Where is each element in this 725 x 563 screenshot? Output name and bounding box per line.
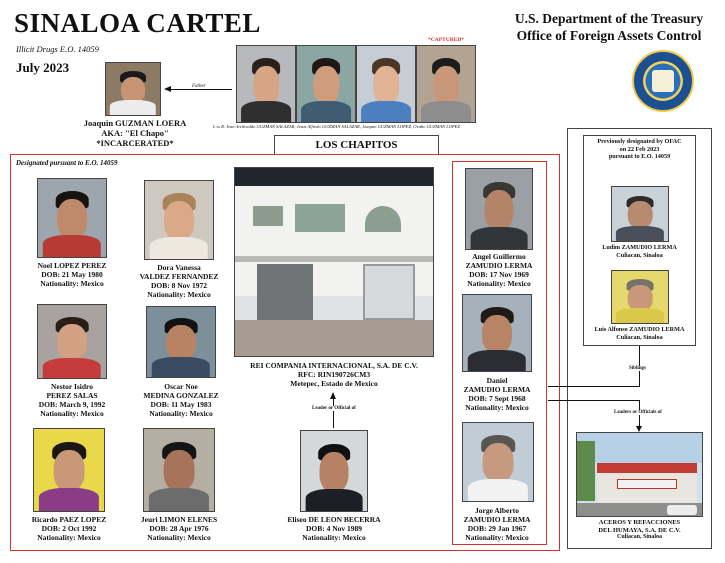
chapitos-photo-1 [236, 45, 296, 123]
father-label: Father [192, 84, 206, 89]
person-photo-angel-zamudio [465, 168, 533, 250]
guzman-name: Joaquin GUZMAN LOERA [83, 118, 187, 128]
siblings-label: Siblings [629, 366, 646, 371]
person-caption-daniel-zamudio: Daniel ZAMUDIO LERMA DOB: 7 Sept 1968 Nationality: Mexico [463, 376, 531, 412]
person-photo-nestor-perez [37, 304, 107, 379]
aceros-company-caption [574, 519, 705, 542]
page-subtitle: Illicit Drugs E.O. 14059 [16, 44, 99, 54]
rei-company-location: Metepec, Estado de Mexico [290, 379, 378, 388]
person-photo-noel-lopez [37, 178, 107, 258]
chapitos-footer: L to R: Ivan Archivaldo GUZMAN SALAZAR, Jesus Alfredo GUZMAN SALAZAR, Joaquin GUZMAN LOPEZ, Ovidio GUZMAN LOPEZ [213, 124, 461, 129]
page-date: July 2023 [16, 60, 70, 75]
person-photo-jorge-zamudio [462, 422, 534, 502]
leaders-label: Leaders or Officials of [614, 410, 662, 415]
aceros-name-line-2: DEL HUMAYA, S.A. DE C.V. [598, 526, 681, 534]
guzman-photo [105, 62, 161, 116]
siblings-connector-horizontal [548, 386, 640, 387]
aceros-building-photo [576, 432, 703, 517]
treasury-seal-icon [632, 50, 694, 112]
chapitos-photo-4 [416, 45, 476, 123]
agency-line-1: U.S. Department of the Treasury [514, 11, 704, 26]
person-caption-ludim-zamudio: Ludim ZAMUDIO LERMA Culiacan, Sinaloa [602, 244, 677, 259]
guzman-status: *INCARCERATED* [96, 138, 174, 148]
aceros-location: Culiacan, Sinaloa [616, 534, 662, 540]
leader-arrowhead [330, 392, 336, 399]
person-photo-dora-valdez [144, 180, 214, 260]
person-photo-ricardo-paez [33, 428, 105, 512]
ofac-previous-note: Previously designated by OFAC on 22 Feb 2023 pursuant to E.O. 14059 [597, 138, 682, 160]
leaders-connector-horizontal [548, 400, 640, 401]
rei-company-name: REI COMPANIA INTERNACIONAL, S.A. DE C.V. [250, 361, 418, 370]
los-chapitos-label: LOS CHAPITOS [274, 135, 439, 155]
page-title: SINALOA CARTEL [14, 8, 261, 38]
person-caption-oscar-medina: Oscar Noe MEDINA GONZALEZ DOB: 11 May 1983 Nationality: Mexico [143, 382, 219, 418]
rei-company-rfc: RFC: RIN190726CM3 [297, 370, 371, 379]
guzman-caption [60, 118, 210, 148]
aceros-name-line-1: ACEROS Y REFACCIONES [598, 519, 681, 526]
rei-building-photo [234, 167, 434, 357]
agency-line-2: Office of Foreign Assets Control [516, 28, 702, 43]
person-caption-angel-zamudio: Angel Guillermo ZAMUDIO LERMA DOB: 17 Nov 1969 Nationality: Mexico [465, 252, 533, 288]
person-photo-jeuri-limon [143, 428, 215, 512]
person-caption-noel-lopez: Noel LOPEZ PEREZ DOB: 21 May 1980 Nationality: Mexico [37, 261, 107, 288]
chapitos-photo-2 [296, 45, 356, 123]
captured-tag: *CAPTURED* [428, 37, 465, 43]
rei-company-caption [224, 361, 444, 388]
guzman-aka: AKA: "El Chapo" [101, 128, 169, 138]
person-caption-jorge-zamudio: Jorge Alberto ZAMUDIO LERMA DOB: 29 Jan 1967 Nationality: Mexico [463, 506, 531, 542]
father-arrowhead [164, 86, 171, 92]
person-caption-nestor-perez: Nestor Isidro PEREZ SALAS DOB: March 9, 1992 Nationality: Mexico [38, 382, 106, 418]
person-caption-jeuri-limon: Jeuri LIMON ELENES DOB: 28 Apr 1976 Nationality: Mexico [140, 515, 218, 542]
person-photo-luis-zamudio [611, 270, 669, 324]
person-photo-daniel-zamudio [462, 294, 532, 372]
agency-name [500, 10, 718, 44]
leader-arrow [333, 398, 334, 428]
person-caption-luis-zamudio: Luis Alfonso ZAMUDIO LERMA Culiacan, Sinaloa [594, 326, 685, 341]
person-caption-ricardo-paez: Ricardo PAEZ LOPEZ DOB: 2 Oct 1992 Nationality: Mexico [31, 515, 107, 542]
father-arrow [170, 89, 232, 90]
person-photo-ludim-zamudio [611, 186, 669, 242]
leader-label: Leader or Official of [312, 406, 356, 411]
person-caption-eliseo-de-leon: Eliseo DE LEON BECERRA DOB: 4 Nov 1989 Nationality: Mexico [287, 515, 381, 542]
person-caption-dora-valdez: Dora Vanessa VALDEZ FERNANDEZ DOB: 8 Nov 1972 Nationality: Mexico [139, 263, 219, 299]
person-photo-eliseo-de-leon [300, 430, 368, 512]
chapitos-photo-3 [356, 45, 416, 123]
person-photo-oscar-medina [146, 306, 216, 378]
designated-label: Designated pursuant to E.O. 14059 [16, 159, 118, 167]
